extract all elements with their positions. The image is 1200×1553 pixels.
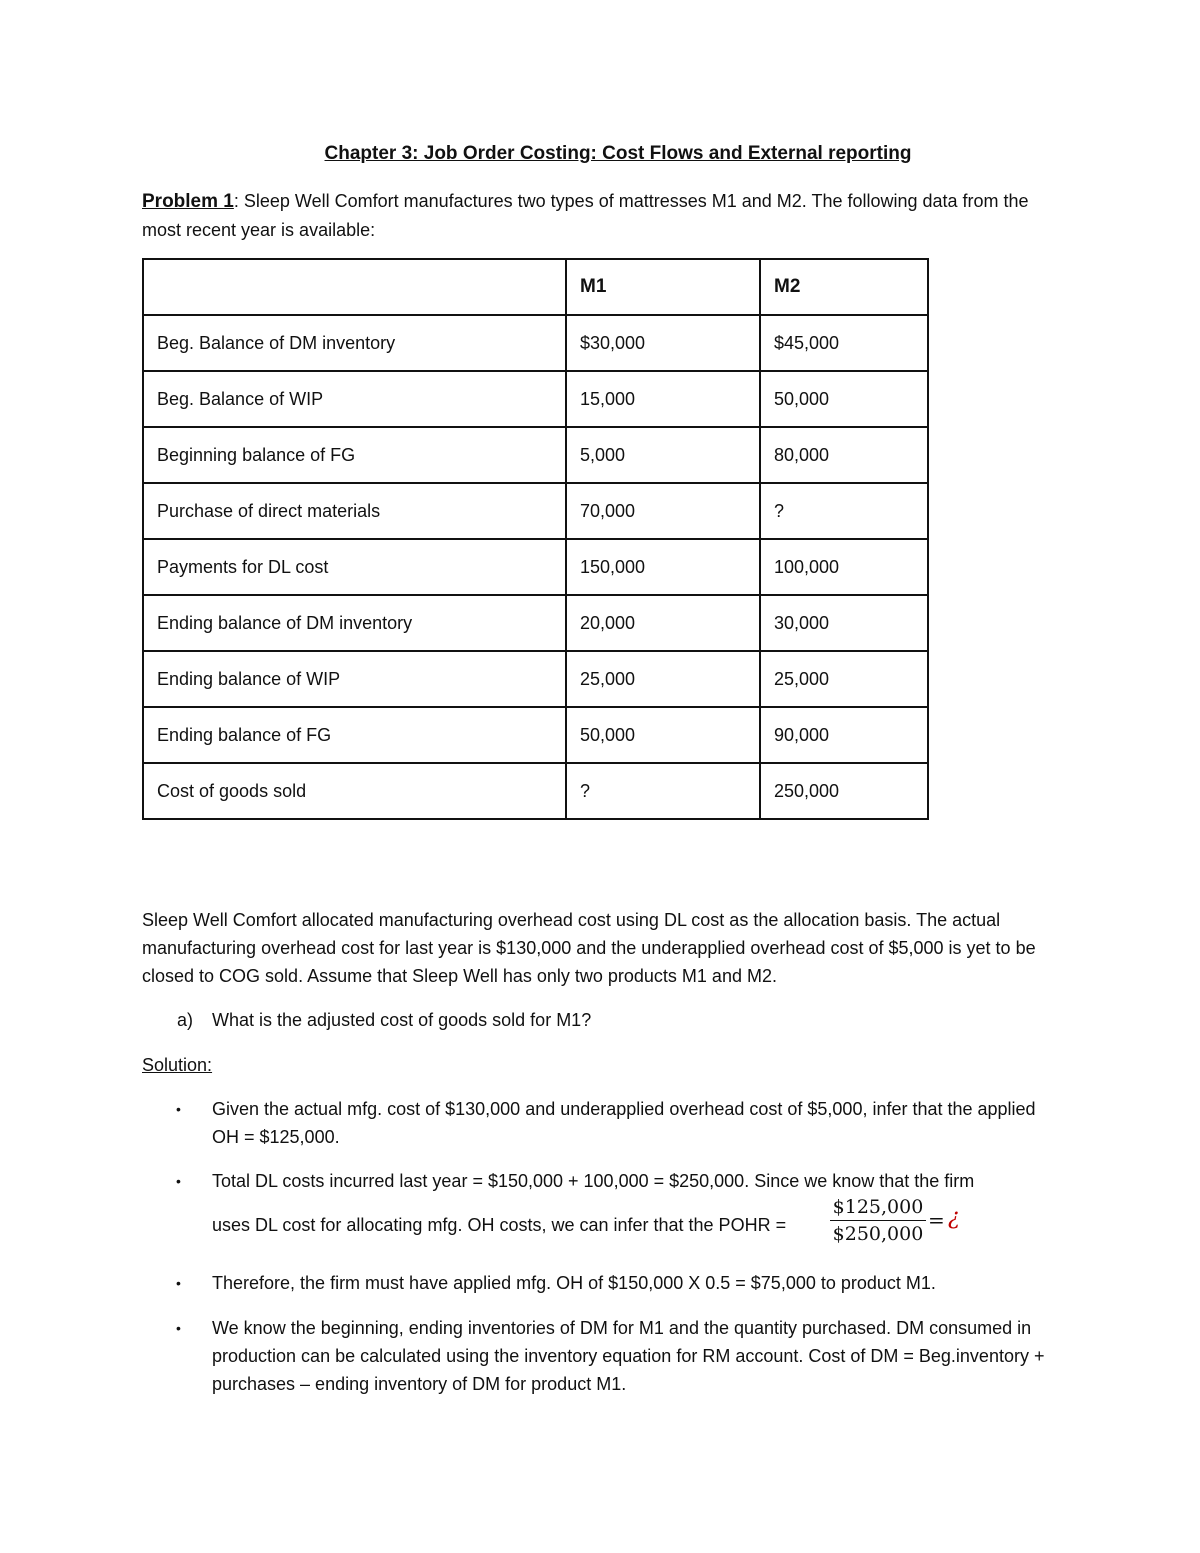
table-cell: Beg. Balance of WIP bbox=[143, 371, 566, 427]
problem-text: : Sleep Well Comfort manufactures two types of mattresses M1 and M2. The following data from the most recent year is available: bbox=[142, 191, 1029, 240]
table-row bbox=[143, 651, 928, 707]
solution-bullet-4 bbox=[176, 1314, 1062, 1398]
table-cell: 70,000 bbox=[566, 483, 760, 539]
table-cell: 150,000 bbox=[566, 539, 760, 595]
problem-label: Problem 1 bbox=[142, 191, 234, 212]
bullet-icon: • bbox=[176, 1173, 181, 1189]
table-row bbox=[143, 371, 928, 427]
equals-sign: = bbox=[928, 1208, 945, 1232]
table-cell: 50,000 bbox=[760, 371, 928, 427]
table-cell: 100,000 bbox=[760, 539, 928, 595]
table-row bbox=[143, 483, 928, 539]
table-cell: 25,000 bbox=[566, 651, 760, 707]
table-cell: 5,000 bbox=[566, 427, 760, 483]
page-title: Chapter 3: Job Order Costing: Cost Flows and External reporting bbox=[324, 143, 912, 164]
data-table bbox=[142, 258, 929, 820]
table-cell: 90,000 bbox=[760, 707, 928, 763]
fraction-denominator: $250,000 bbox=[832, 1223, 924, 1245]
table-row bbox=[143, 315, 928, 371]
table-cell: $30,000 bbox=[566, 315, 760, 371]
table-cell: Ending balance of WIP bbox=[143, 651, 566, 707]
table-header-cell: M2 bbox=[760, 259, 928, 315]
solution-bullet-3 bbox=[176, 1269, 1062, 1297]
table-cell: 250,000 bbox=[760, 763, 928, 819]
bullet-text: Given the actual mfg. cost of $130,000 and underapplied overhead cost of $5,000, infer that the applied OH = $125,000. bbox=[212, 1099, 1036, 1147]
pohr-fraction bbox=[830, 1196, 926, 1245]
table-cell: Beg. Balance of DM inventory bbox=[143, 315, 566, 371]
table-cell: Beginning balance of FG bbox=[143, 427, 566, 483]
bullet-icon: • bbox=[176, 1101, 181, 1117]
table-cell: $45,000 bbox=[760, 315, 928, 371]
table-cell: ? bbox=[760, 483, 928, 539]
table-header-cell: M1 bbox=[566, 259, 760, 315]
bullet-icon: • bbox=[176, 1320, 181, 1336]
table-row bbox=[143, 707, 928, 763]
question-a bbox=[177, 1006, 591, 1034]
overhead-paragraph: Sleep Well Comfort allocated manufacturing overhead cost using DL cost as the allocation basis. The actual manufacturing overhead cost for last year is $130,000 and the underapplied overhead cost of $5,000 is yet to be closed to COG sold. Assume that Sleep Well has only two products M1 and M2. bbox=[142, 910, 1036, 986]
bullet-text: uses DL cost for allocating mfg. OH costs, we can infer that the POHR = bbox=[212, 1215, 787, 1235]
bullet-text: We know the beginning, ending inventories of DM for M1 and the quantity purchased. DM consumed in production can be calculated using the inventory equation for RM account. Cost of DM = Beg.inventory + purchases – ending inventory of DM for product M1. bbox=[212, 1318, 1045, 1394]
table-cell: 25,000 bbox=[760, 651, 928, 707]
solution-heading: Solution: bbox=[142, 1055, 213, 1075]
question-text: What is the adjusted cost of goods sold for M1? bbox=[212, 1010, 592, 1030]
table-header-cell bbox=[143, 259, 566, 315]
solution-bullet-2 bbox=[176, 1167, 1062, 1195]
bullet-text: Therefore, the firm must have applied mfg. OH of $150,000 X 0.5 = $75,000 to product M1. bbox=[212, 1273, 936, 1293]
formula-error-glyph: ¿ bbox=[948, 1205, 960, 1230]
solution-bullet-1 bbox=[176, 1095, 1062, 1151]
table-header-row bbox=[143, 259, 928, 315]
table-cell: ? bbox=[566, 763, 760, 819]
table-cell: 15,000 bbox=[566, 371, 760, 427]
table-cell: Purchase of direct materials bbox=[143, 483, 566, 539]
table-cell: Cost of goods sold bbox=[143, 763, 566, 819]
bullet-icon: • bbox=[176, 1275, 181, 1291]
question-label: a) bbox=[177, 1010, 194, 1030]
table-row bbox=[143, 763, 928, 819]
table-cell: 30,000 bbox=[760, 595, 928, 651]
table-row bbox=[143, 595, 928, 651]
fraction-numerator: $125,000 bbox=[830, 1196, 926, 1221]
table-cell: Payments for DL cost bbox=[143, 539, 566, 595]
table-cell: Ending balance of FG bbox=[143, 707, 566, 763]
table-cell: 20,000 bbox=[566, 595, 760, 651]
problem-intro bbox=[142, 187, 1062, 244]
table-cell: 80,000 bbox=[760, 427, 928, 483]
table-row bbox=[143, 427, 928, 483]
table-cell: 50,000 bbox=[566, 707, 760, 763]
bullet-text: Total DL costs incurred last year = $150,000 + 100,000 = $250,000. Since we know that the firm bbox=[212, 1171, 975, 1191]
table-cell: Ending balance of DM inventory bbox=[143, 595, 566, 651]
table-row bbox=[143, 539, 928, 595]
